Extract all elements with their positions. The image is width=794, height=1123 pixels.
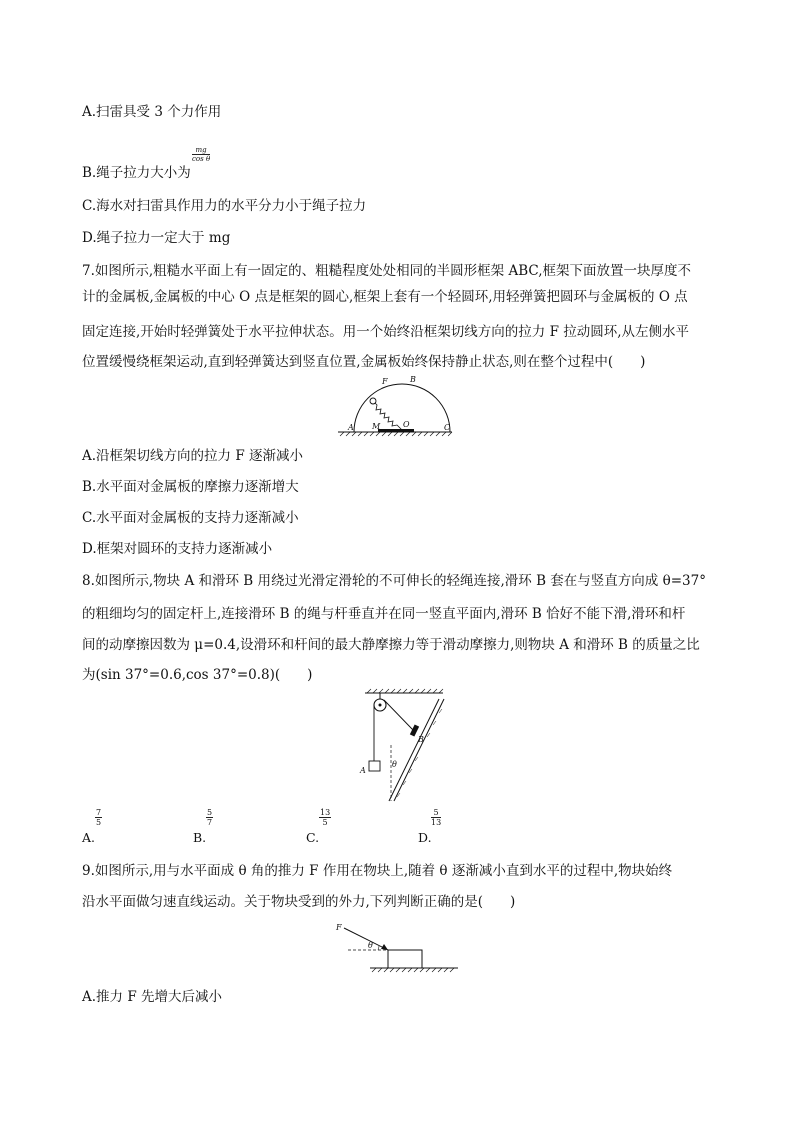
q8-stem-line-3: 间的动摩擦因数为 μ=0.4,设滑环和杆间的最大静摩擦力等于滑动摩擦力,则物块 A 和滑环 B 的质量之比 (82, 637, 700, 653)
q7-label-a: A (348, 423, 354, 432)
q9-force-arrow (344, 928, 388, 950)
q9-stem-line-1: 9.如图所示,用与水平面成 θ 角的推力 F 作用在物块上,随着 θ 逐渐减小直到水平的过程中,物块始终 (82, 863, 673, 879)
q6-fraction-denominator: cos θ (192, 155, 211, 163)
q6-option-b-fraction (192, 146, 210, 163)
q8-rod-edge-1 (389, 699, 439, 801)
q6-option-b-text: B.绳子拉力大小为 (82, 165, 191, 181)
q6-option-b (82, 164, 191, 182)
q7-label-b: B (410, 375, 416, 384)
q9-push-figure (330, 918, 470, 973)
q7-ring (370, 398, 376, 404)
q8-label-theta: θ (392, 760, 397, 769)
q8-option-d-num: 5 (431, 808, 441, 818)
q8-option-c-den: 5 (322, 818, 328, 827)
q8-label-a: A (360, 766, 366, 775)
q8-ceiling-hatching (367, 689, 443, 693)
q8-option-c-fraction (319, 808, 331, 827)
q8-rope-to-b (384, 700, 413, 730)
q9-label-f: F (336, 923, 342, 932)
q7-label-f: F (382, 377, 388, 386)
q7-option-d: D.框架对圆环的支持力逐渐减小 (82, 541, 273, 557)
q8-option-d-den: 13 (431, 818, 442, 827)
q8-option-b-label: B. (193, 830, 207, 845)
q8-option-b-fraction (206, 808, 213, 827)
q7-semicircle-figure (330, 370, 460, 440)
q7-stem-line-2: 计的金属板,金属板的中心 O 点是框架的圆心,框架上套有一个轻圆环,用轻弹簧把圆环与金属板的 O 点 (82, 289, 688, 305)
q8-option-d-fraction (431, 808, 441, 827)
q8-option-b-num: 5 (207, 808, 213, 817)
q7-label-o: O (403, 420, 410, 429)
q7-stem-line-3: 固定连接,开始时轻弹簧处于水平拉伸状态。用一个始终沿框架切线方向的拉力 F 拉动圆环,从左侧水平 (82, 324, 690, 340)
q6-option-d: D.绳子拉力一定大于 mg (82, 230, 231, 246)
q7-ground-hatching (340, 432, 452, 436)
q8-option-a-fraction (95, 808, 102, 827)
q6-option-a: A.扫雷具受 3 个力作用 (82, 104, 222, 120)
q8-option-c-label: C. (306, 830, 320, 845)
q8-block-a (369, 761, 380, 771)
q9-angle-arc (378, 946, 379, 950)
q9-option-a: A.推力 F 先增大后减小 (82, 989, 222, 1005)
q8-option-d-label: D. (418, 830, 432, 845)
q8-option-b-den: 7 (207, 818, 213, 827)
q7-stem-line-4: 位置缓慢绕框架运动,直到轻弹簧达到竖直位置,金属板始终保持静止状态,则在整个过程中( ) (82, 354, 646, 370)
q8-stem-line-1: 8.如图所示,物块 A 和滑环 B 用绕过光滑定滑轮的不可伸长的轻绳连接,滑环 B 套在与竖直方向成 θ=37° (82, 573, 706, 589)
q8-option-a-den: 5 (96, 818, 102, 827)
q9-block (388, 950, 422, 968)
q6-fraction-numerator: mg (192, 146, 210, 155)
q7-semicircle-frame (354, 384, 450, 432)
q8-option-c-num: 13 (320, 808, 331, 817)
q7-option-c: C.水平面对金属板的支持力逐渐减小 (82, 510, 299, 526)
q7-stem-line-1: 7.如图所示,粗糙水平面上有一固定的、粗糙程度处处相同的半圆形框架 ABC,框架下面放置一块厚度不 (82, 263, 692, 279)
q9-stem-line-2: 沿水平面做匀速直线运动。关于物块受到的外力,下列判断正确的是( ) (82, 894, 516, 910)
q8-stem-line-4: 为(sin 37°=0.6,cos 37°=0.8)( ) (82, 667, 313, 683)
q8-pulley-axle (379, 704, 382, 707)
q6-option-c: C.海水对扫雷具作用力的水平分力小于绳子拉力 (82, 198, 367, 214)
q8-option-a-label: A. (82, 830, 96, 845)
q8-stem-line-2: 的粗细均匀的固定杆上,连接滑环 B 的绳与杆垂直并在同一竖直平面内,滑环 B 恰好不能下滑,滑环和杆 (82, 606, 686, 622)
q7-label-m: M (372, 422, 381, 431)
q7-label-c: C (444, 423, 451, 432)
q8-rod-hatching (397, 709, 442, 797)
q7-metal-plate (378, 429, 414, 432)
q8-label-b: B (418, 735, 424, 744)
q8-rod-edge-2 (394, 699, 444, 801)
q9-ground-hatching (372, 968, 454, 972)
q7-option-b: B.水平面对金属板的摩擦力逐渐增大 (82, 479, 299, 495)
q9-label-theta: θ (368, 941, 373, 950)
q7-option-a: A.沿框架切线方向的拉力 F 逐渐减小 (82, 448, 303, 464)
q8-pulley-figure (345, 685, 455, 810)
q8-option-a-num: 7 (96, 808, 102, 817)
